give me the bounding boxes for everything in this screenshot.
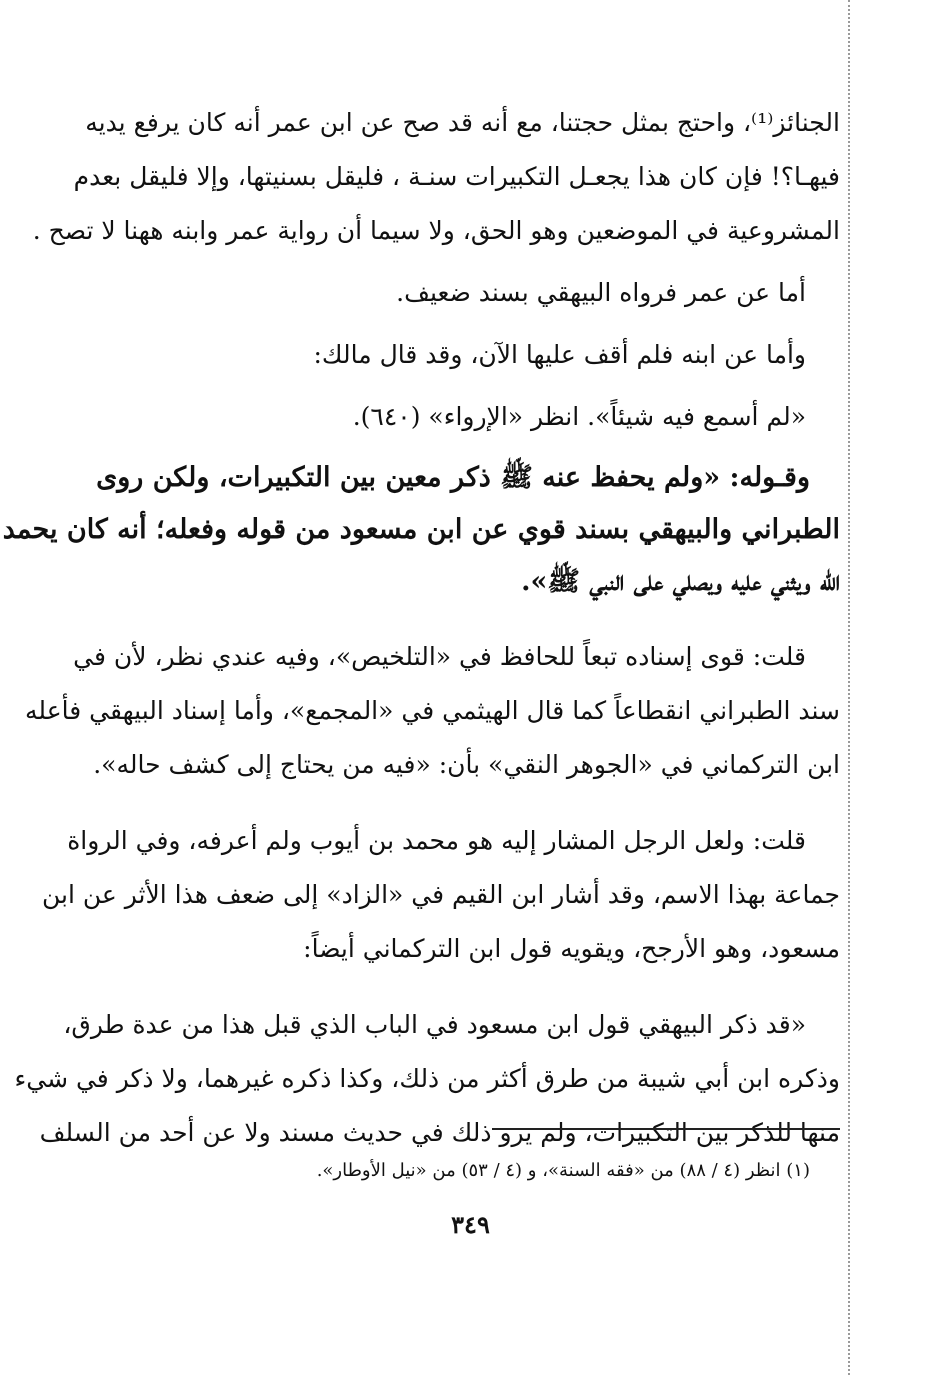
text-line: مسعود، وهو الأرجح، ويقويه قول ابن التركماني أيضاً: xyxy=(303,934,840,963)
paragraph-3 xyxy=(118,328,840,382)
margin-dotted-rule xyxy=(848,0,850,1375)
paragraph-8 xyxy=(14,998,840,1160)
quote-line: «قد ذكر البيهقي قول ابن مسعود في الباب الذي قبل هذا من عدة طرق، xyxy=(63,1010,806,1039)
text-line: أما عن عمر فرواه البيهقي بسند ضعيف. xyxy=(396,278,806,307)
page-number: ٣٤٩ xyxy=(451,1210,490,1239)
bold-text-line: الطبراني والبيهقي بسند قوي عن ابن مسعود من قوله وفعله؛ أنه كان يحمد xyxy=(2,514,840,545)
quote-line: وذكره ابن أبي شيبة من طرق أكثر من ذلك، وكذا ذكره غيرهما، ولا ذكر في شيء xyxy=(14,1064,840,1093)
text-line: وأما عن ابنه فلم أقف عليها الآن، وقد قال مالك: xyxy=(313,340,806,369)
quote-line: منها للذكر بين التكبيرات، ولم يرو ذلك في حديث مسند ولا عن أحد من السلف xyxy=(39,1118,840,1147)
bold-text-line: وقـوله: «ولم يحفظ عنه ﷺ ذكر معين بين التكبيرات، ولكن روى xyxy=(96,462,810,493)
text-line: قلت: قوى إسناده تبعاً للحافظ في «التلخيص»، وفيه عندي نظر، لأن في xyxy=(73,642,806,671)
text-line: الجنائز⁽¹⁾، واحتج بمثل حجتنا، مع أنه قد صح عن ابن عمر أنه كان يرفع يديه xyxy=(85,108,840,137)
footnote: (١) انظر (٤ / ٨٨) من «فقه السنة»، و (٤ / ٥٣) من «نيل الأوطار». xyxy=(316,1160,810,1181)
paragraph-6 xyxy=(25,630,840,792)
page-body xyxy=(2,96,840,1160)
text-line: المشروعية في الموضعين وهو الحق، ولا سيما أن رواية عمر وابنه ههنا لا تصح . xyxy=(32,216,840,245)
text-line: ابن التركماني في «الجوهر النقي» بأن: «فيه من يحتاج إلى كشف حاله». xyxy=(93,750,840,779)
footnote-separator xyxy=(492,1128,840,1130)
text-line: سند الطبراني انقطاعاً كما قال الهيثمي في «المجمع»، وأما إسناد البيهقي فأعله xyxy=(25,696,840,725)
text-line: فيهـا؟! فإن كان هذا يجعـل التكبيرات سنـة ، فليقل بسنيتها، وإلا فليقل بعدم xyxy=(73,162,840,191)
paragraph-4 xyxy=(118,390,840,444)
text-line: قلت: ولعل الرجل المشار إليه هو محمد بن أيوب ولم أعرفه، وفي الرواة xyxy=(67,826,806,855)
paragraph-7 xyxy=(41,814,840,976)
paragraph-2 xyxy=(118,266,840,320)
paragraph-1 xyxy=(32,96,840,258)
bold-text-line: الله ويثني عليه ويصلي على النبي ﷺ». xyxy=(521,566,840,597)
paragraph-5-bold-quote xyxy=(2,452,840,608)
quote-line: «لم أسمع فيه شيئاً». انظر «الإرواء» (٦٤٠). xyxy=(352,402,806,431)
text-line: جماعة بهذا الاسم، وقد أشار ابن القيم في «الزاد» إلى ضعف هذا الأثر عن ابن xyxy=(41,880,840,909)
